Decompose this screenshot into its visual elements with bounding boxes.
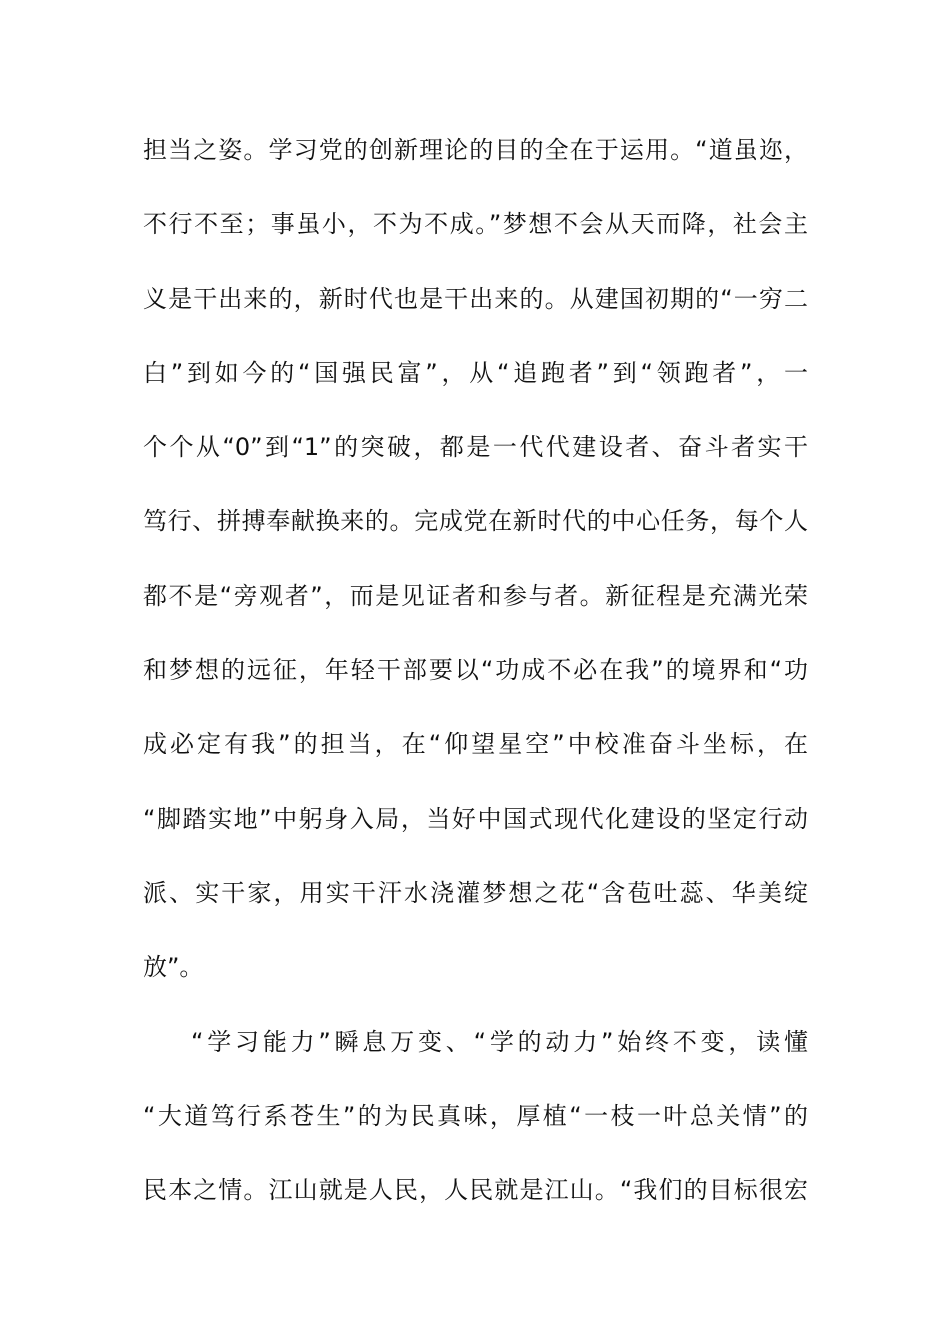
text-line: 担当之姿。学习党的创新理论的目的全在于运用。“道虽迩， [143, 136, 808, 164]
text-line: 和梦想的远征，年轻干部要以“功成不必在我”的境界和“功 [143, 656, 808, 685]
text-line: 成必定有我”的担当，在“仰望星空”中校准奋斗坐标，在 [143, 730, 808, 759]
text-line: 放”。 [143, 953, 204, 982]
text-line: “脚踏实地”中躬身入局，当好中国式现代化建设的坚定行动 [143, 804, 808, 833]
paragraph-first-line: “学习能力”瞬息万变、“学的动力”始终不变，读懂 [191, 1027, 808, 1056]
text-line: 笃行、拼搏奉献换来的。完成党在新时代的中心任务，每个人 [143, 507, 808, 536]
text-line: 个个从“0”到“1”的突破，都是一代代建设者、奋斗者实干 [143, 433, 808, 462]
text-line: 都不是“旁观者”，而是见证者和参与者。新征程是充满光荣 [143, 581, 808, 610]
text-line: 派、实干家，用实干汗水浇灌梦想之花“含苞吐蕊、华美绽 [143, 878, 808, 907]
text-line: 不行不至；事虽小，不为不成。”梦想不会从天而降，社会主 [143, 210, 808, 239]
body-text [143, 128, 808, 1242]
text-line: “大道笃行系苍生”的为民真味，厚植“一枝一叶总关情”的 [143, 1101, 808, 1130]
text-line: 义是干出来的，新时代也是干出来的。从建国初期的“一穷二 [143, 284, 808, 313]
text-line: 民本之情。江山就是人民，人民就是江山。“我们的目标很宏 [143, 1176, 808, 1205]
text-line: 白”到如今的“国强民富”，从“追跑者”到“领跑者”，一 [143, 358, 808, 387]
